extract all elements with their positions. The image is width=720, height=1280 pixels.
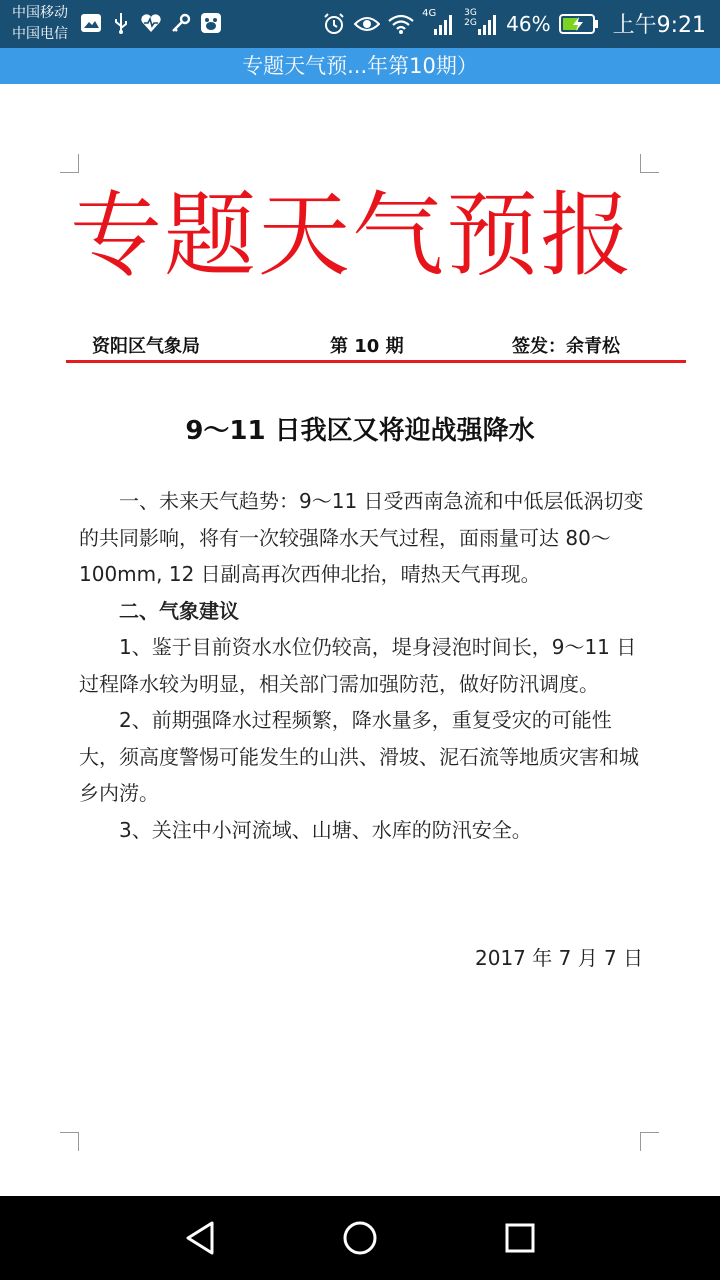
issuing-office: 资阳区气象局 (92, 336, 200, 357)
crop-mark-bottom-right (640, 1132, 659, 1151)
network-label-2: 3G 2G (464, 7, 477, 28)
document-page[interactable] (0, 84, 720, 1196)
key-icon (170, 12, 192, 34)
carrier-1: 中国移动 (12, 5, 68, 21)
carrier-2: 中国电信 (12, 26, 68, 42)
advice-item: 3、关注中小河流域、山塘、水库的防汛安全。 (119, 817, 532, 842)
status-bar (0, 0, 720, 48)
signal-3g-icon (464, 7, 498, 36)
battery-percent: 46% (506, 11, 551, 36)
issue-number: 第 10 期 (330, 336, 404, 357)
document-date: 2017 年 7 月 7 日 (475, 946, 644, 970)
crop-mark-bottom-left (60, 1132, 79, 1151)
home-circle-icon (342, 1220, 378, 1256)
advice-item: 1、鉴于目前资水水位仍较高，堤身浸泡时间长，9～11 日过程降水较为明显，相关部门需加强防范，做好防汛调度。 (79, 635, 637, 696)
crop-mark-top-right (640, 154, 659, 173)
section-heading-advice: 二、气象建议 (119, 598, 239, 623)
signer: 签发：余青松 (512, 336, 620, 357)
headline: 9～11 日我区又将迎战强降水 (185, 416, 535, 446)
carrier-info (12, 3, 68, 45)
network-label-1: 4G (422, 7, 437, 19)
document-title-bar[interactable]: 专题天气预...年第10期） (0, 48, 720, 84)
navigation-bar (0, 1196, 720, 1280)
home-button[interactable] (340, 1218, 380, 1258)
clock: 上午9:21 (612, 13, 706, 38)
baidu-icon (200, 12, 222, 34)
masthead-divider (66, 360, 686, 363)
recent-square-icon (504, 1222, 536, 1254)
wifi-icon (388, 14, 414, 34)
health-icon (140, 12, 162, 34)
document-body (79, 483, 645, 848)
usb-icon (110, 12, 132, 34)
back-button[interactable] (180, 1218, 220, 1258)
battery-charging-icon (559, 13, 599, 35)
crop-mark-top-left (60, 154, 79, 173)
back-triangle-icon (184, 1220, 216, 1256)
masthead-title: 专题天气预报 (70, 182, 635, 289)
signal-4g-icon (422, 7, 456, 36)
paragraph-forecast: 一、未来天气趋势：9～11 日受西南急流和中低层低涡切变的共同影响，将有一次较强降水天气过程，面雨量可达 80～100mm, 12 日副高再次西伸北抬，晴热天气再现。 (79, 489, 644, 586)
advice-item: 2、前期强降水过程频繁，降水量多，重复受灾的可能性大，须高度警惕可能发生的山洪、滑坡、泥石流等地质灾害和城乡内涝。 (79, 708, 639, 805)
alarm-icon (322, 12, 346, 36)
eye-icon (354, 14, 380, 34)
gallery-icon (80, 12, 102, 34)
recent-apps-button[interactable] (500, 1218, 540, 1258)
